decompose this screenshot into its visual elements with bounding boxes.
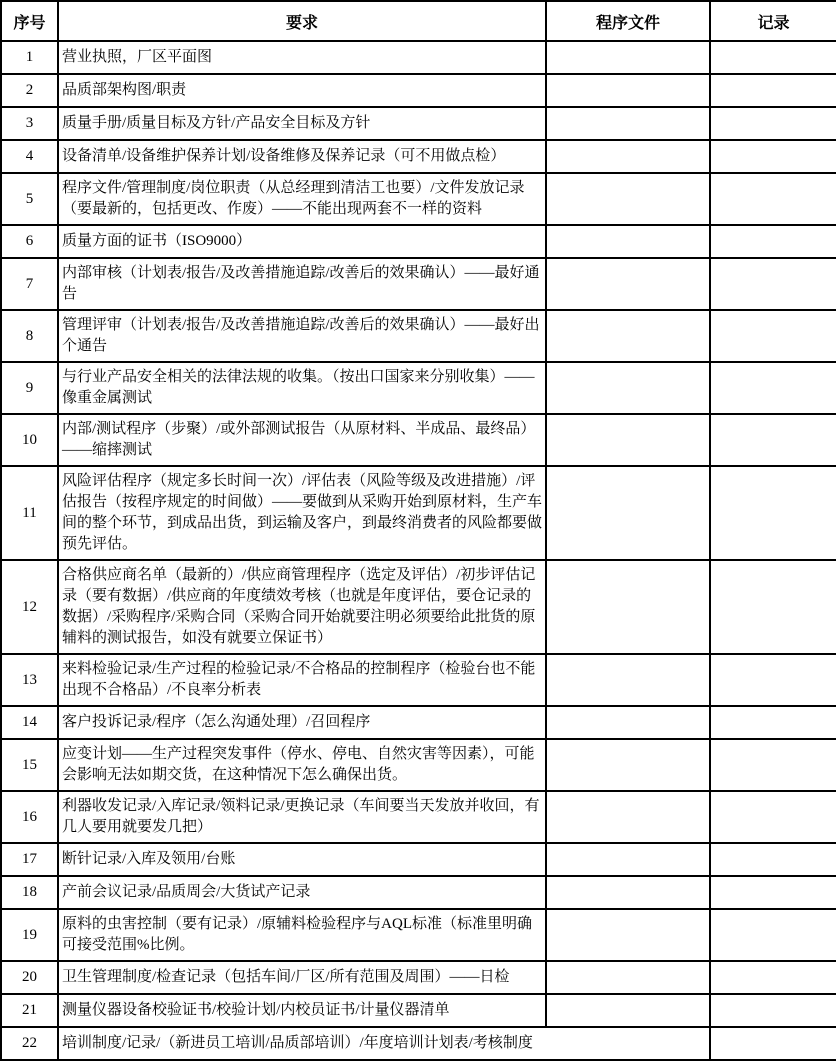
requirement-cell: 风险评估程序（规定多长时间一次）/评估表（风险等级及改进措施）/评估报告（按程序规定的时间做）——要做到从采购开始到原材料，生产车间的整个环节，到成品出货，到运输及客户，到最终消费者的风险都要做预先评估。 <box>58 466 546 560</box>
record-cell <box>710 310 836 362</box>
table-row <box>1 791 836 843</box>
table-row <box>1 225 836 258</box>
requirement-cell: 断针记录/入库及领用/台账 <box>58 843 546 876</box>
table-row <box>1 41 836 74</box>
procedure-file-cell <box>546 41 710 74</box>
record-cell <box>710 961 836 994</box>
header-requirement: 要求 <box>58 1 546 41</box>
requirement-cell: 合格供应商名单（最新的）/供应商管理程序（选定及评估）/初步评估记录（要有数据）/供应商的年度绩效考核（也就是年度评估，要仓记录的数据）/采购程序/采购合同（采购合同开始就要注明必须要给此批货的原辅料的测试报告，如没有就要立保证书） <box>58 560 546 654</box>
procedure-file-cell <box>546 310 710 362</box>
procedure-file-cell <box>546 994 710 1027</box>
requirement-cell: 应变计划——生产过程突发事件（停水、停电、自然灾害等因素），可能会影响无法如期交货，在这种情况下怎么确保出货。 <box>58 739 546 791</box>
record-cell <box>710 654 836 706</box>
table-row <box>1 909 836 961</box>
header-record: 记录 <box>710 1 836 41</box>
procedure-file-cell <box>546 876 710 909</box>
header-seq-no: 序号 <box>1 1 58 41</box>
table-row <box>1 310 836 362</box>
table-row <box>1 994 836 1027</box>
record-cell <box>710 362 836 414</box>
seq-no-cell: 15 <box>1 739 58 791</box>
table-row <box>1 961 836 994</box>
table-row <box>1 560 836 654</box>
seq-no-cell: 12 <box>1 560 58 654</box>
record-cell <box>710 560 836 654</box>
seq-no-cell: 8 <box>1 310 58 362</box>
requirement-cell: 利器收发记录/入库记录/领料记录/更换记录（车间要当天发放并收回，有几人要用就要发几把） <box>58 791 546 843</box>
seq-no-cell: 7 <box>1 258 58 310</box>
procedure-file-cell <box>546 107 710 140</box>
procedure-file-cell <box>546 414 710 466</box>
record-cell <box>710 994 836 1027</box>
seq-no-cell: 1 <box>1 41 58 74</box>
seq-no-cell: 14 <box>1 706 58 739</box>
requirement-cell: 营业执照，厂区平面图 <box>58 41 546 74</box>
table-row <box>1 876 836 909</box>
seq-no-cell: 11 <box>1 466 58 560</box>
procedure-file-cell <box>546 466 710 560</box>
seq-no-cell: 6 <box>1 225 58 258</box>
record-cell <box>710 909 836 961</box>
procedure-file-cell <box>546 362 710 414</box>
table-row <box>1 843 836 876</box>
table-body <box>1 41 836 1060</box>
requirement-cell: 培训制度/记录/（新进员工培训/品质部培训）/年度培训计划表/考核制度 <box>58 1027 710 1060</box>
requirement-cell: 产前会议记录/品质周会/大货试产记录 <box>58 876 546 909</box>
record-cell <box>710 41 836 74</box>
record-cell <box>710 258 836 310</box>
table-row <box>1 140 836 173</box>
procedure-file-cell <box>546 560 710 654</box>
procedure-file-cell <box>546 258 710 310</box>
table-row <box>1 466 836 560</box>
requirement-cell: 内部审核（计划表/报告/及改善措施追踪/改善后的效果确认）——最好通告 <box>58 258 546 310</box>
table-row <box>1 107 836 140</box>
table-row <box>1 362 836 414</box>
requirement-cell: 设备清单/设备维护保养计划/设备维修及保养记录（可不用做点检） <box>58 140 546 173</box>
seq-no-cell: 19 <box>1 909 58 961</box>
seq-no-cell: 22 <box>1 1027 58 1060</box>
seq-no-cell: 5 <box>1 173 58 225</box>
procedure-file-cell <box>546 739 710 791</box>
table-row <box>1 654 836 706</box>
procedure-file-cell <box>546 791 710 843</box>
record-cell <box>710 706 836 739</box>
table-row <box>1 739 836 791</box>
procedure-file-cell <box>546 706 710 739</box>
record-cell <box>710 225 836 258</box>
seq-no-cell: 4 <box>1 140 58 173</box>
record-cell <box>710 107 836 140</box>
requirement-cell: 与行业产品安全相关的法律法规的收集。（按出口国家来分别收集）——像重金属测试 <box>58 362 546 414</box>
seq-no-cell: 3 <box>1 107 58 140</box>
record-cell <box>710 74 836 107</box>
record-cell <box>710 1027 836 1060</box>
procedure-file-cell <box>546 843 710 876</box>
table-row <box>1 1027 836 1060</box>
requirement-cell: 品质部架构图/职责 <box>58 74 546 107</box>
requirement-cell: 卫生管理制度/检查记录（包括车间/厂区/所有范围及周围）——日检 <box>58 961 546 994</box>
seq-no-cell: 16 <box>1 791 58 843</box>
requirement-cell: 质量方面的证书（ISO9000） <box>58 225 546 258</box>
procedure-file-cell <box>546 74 710 107</box>
record-cell <box>710 414 836 466</box>
procedure-file-cell <box>546 654 710 706</box>
seq-no-cell: 17 <box>1 843 58 876</box>
procedure-file-cell <box>546 225 710 258</box>
record-cell <box>710 843 836 876</box>
requirement-cell: 测量仪器设备校验证书/校验计划/内校员证书/计量仪器清单 <box>58 994 546 1027</box>
seq-no-cell: 9 <box>1 362 58 414</box>
header-row <box>1 1 836 41</box>
seq-no-cell: 21 <box>1 994 58 1027</box>
table-row <box>1 414 836 466</box>
seq-no-cell: 13 <box>1 654 58 706</box>
table-row <box>1 706 836 739</box>
record-cell <box>710 173 836 225</box>
table-row <box>1 258 836 310</box>
requirement-cell: 质量手册/质量目标及方针/产品安全目标及方针 <box>58 107 546 140</box>
record-cell <box>710 466 836 560</box>
requirement-cell: 客户投诉记录/程序（怎么沟通处理）/召回程序 <box>58 706 546 739</box>
requirement-cell: 来料检验记录/生产过程的检验记录/不合格品的控制程序（检验台也不能出现不合格品）/不良率分析表 <box>58 654 546 706</box>
requirement-cell: 程序文件/管理制度/岗位职责（从总经理到清洁工也要）/文件发放记录（要最新的，包括更改、作废）——不能出现两套不一样的资料 <box>58 173 546 225</box>
procedure-file-cell <box>546 173 710 225</box>
procedure-file-cell <box>546 140 710 173</box>
header-procedure-file: 程序文件 <box>546 1 710 41</box>
table-row <box>1 173 836 225</box>
record-cell <box>710 876 836 909</box>
record-cell <box>710 739 836 791</box>
requirement-cell: 管理评审（计划表/报告/及改善措施追踪/改善后的效果确认）——最好出个通告 <box>58 310 546 362</box>
record-cell <box>710 791 836 843</box>
seq-no-cell: 18 <box>1 876 58 909</box>
seq-no-cell: 20 <box>1 961 58 994</box>
procedure-file-cell <box>546 961 710 994</box>
seq-no-cell: 2 <box>1 74 58 107</box>
record-cell <box>710 140 836 173</box>
table-row <box>1 74 836 107</box>
procedure-file-cell <box>546 909 710 961</box>
requirement-cell: 原料的虫害控制（要有记录）/原辅料检验程序与AQL标准（标准里明确可接受范围%比例。 <box>58 909 546 961</box>
requirement-cell: 内部/测试程序（步聚）/或外部测试报告（从原材料、半成品、最终品）——缩摔测试 <box>58 414 546 466</box>
seq-no-cell: 10 <box>1 414 58 466</box>
